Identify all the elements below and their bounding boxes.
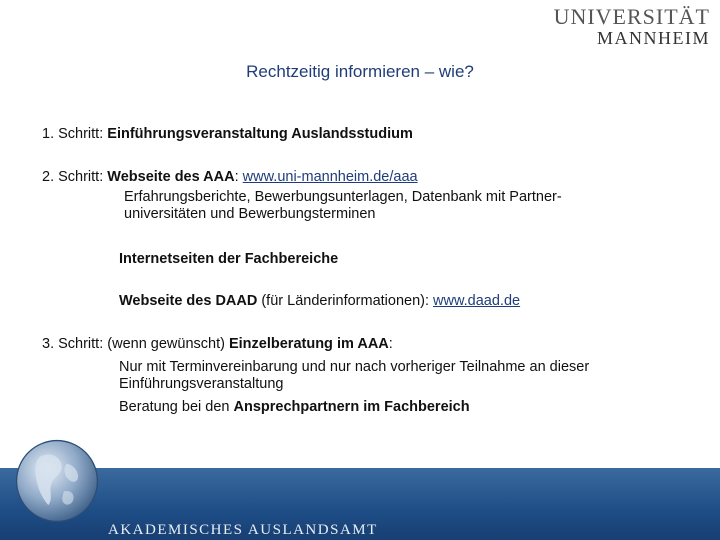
step-2-item-fachbereiche: Internetseiten der Fachbereiche	[119, 251, 339, 267]
university-logo	[554, 6, 710, 47]
step-3-desc-2: Einführungsveranstaltung	[119, 376, 284, 392]
step-1-prefix: 1. Schritt:	[42, 126, 108, 142]
daad-rest: (für Länderinformationen):	[257, 293, 434, 309]
globe-icon	[14, 438, 100, 524]
step-2-desc-2: universitäten und Bewerbungsterminen	[124, 206, 376, 222]
step-2	[42, 169, 418, 185]
step-3-bold: Einzelberatung im AAA	[228, 336, 389, 352]
aaa-website-link[interactable]: www.uni-mannheim.de/aaa	[242, 169, 418, 185]
footer-title: AKADEMISCHES AUSLANDSAMT	[108, 522, 378, 538]
step-2-label: Webseite des AAA	[107, 169, 235, 185]
step-3-post: :	[388, 336, 393, 352]
step-3	[42, 336, 393, 352]
step-3-desc-3	[119, 399, 470, 415]
step-3-desc-3-pre: Beratung bei den	[119, 399, 234, 415]
step-3-prefix: 3. Schritt:	[42, 336, 108, 352]
step-1-text: Einführungsveranstaltung Auslandsstudium	[107, 126, 413, 142]
slide-title: Rechtzeitig informieren – wie?	[246, 62, 474, 81]
daad-label: Webseite des DAAD	[119, 293, 258, 309]
step-2-desc-1: Erfahrungsberichte, Bewerbungsunterlagen, Datenbank mit Partner-	[124, 189, 562, 205]
step-2-sep: :	[234, 169, 243, 185]
step-3-desc-3-bold: Ansprechpartnern im Fachbereich	[233, 399, 470, 415]
step-1	[42, 126, 413, 142]
step-3-pre: (wenn gewünscht)	[107, 336, 229, 352]
step-2-prefix: 2. Schritt:	[42, 169, 108, 185]
daad-website-link[interactable]: www.daad.de	[433, 293, 521, 309]
logo-line-1: UNIVERSITÄT	[553, 4, 710, 29]
logo-line-2: MANNHEIM	[597, 28, 710, 48]
step-3-desc-1: Nur mit Terminvereinbarung und nur nach vorheriger Teilnahme an dieser	[119, 359, 590, 375]
step-2-item-daad	[119, 293, 520, 309]
